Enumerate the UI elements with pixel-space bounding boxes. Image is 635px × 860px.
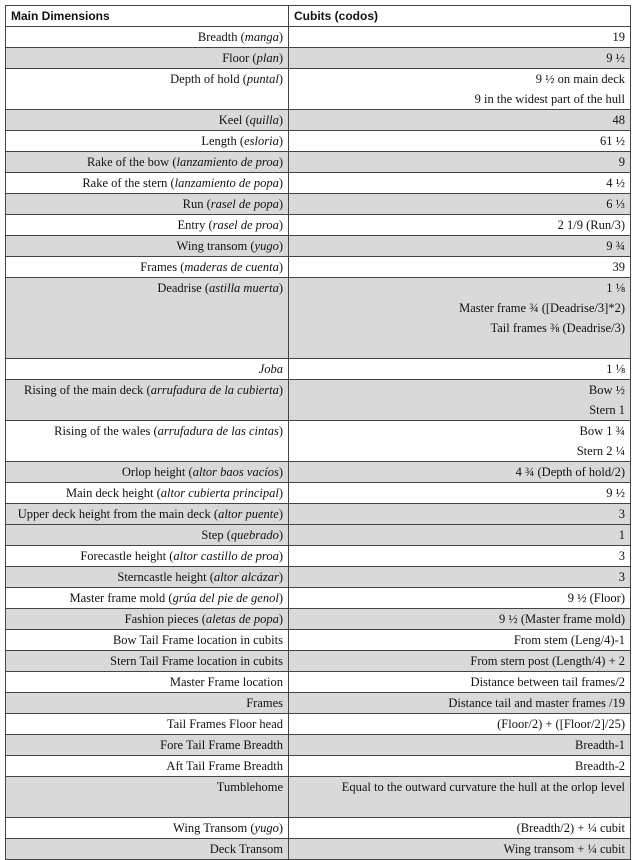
table-row	[6, 462, 631, 483]
cubit-value-cell	[289, 110, 631, 131]
cubit-value: 3	[618, 570, 625, 584]
table-row	[6, 567, 631, 588]
cubit-value: 61 ½	[600, 134, 625, 148]
spanish-term: arrufadura de las cintas	[157, 424, 279, 438]
cubit-value: 4 ½	[606, 176, 625, 190]
dimension-label: Tail Frames Floor head	[166, 717, 283, 731]
cubit-value-cell	[289, 756, 631, 777]
spanish-term: altor baos vacíos	[192, 465, 279, 479]
dimension-name-cell: Entry (rasel de proa)	[6, 215, 289, 236]
dimension-name-cell	[6, 735, 289, 756]
table-row	[6, 131, 631, 152]
cubit-value: Tail frames ⅜ (Deadrise/3)	[490, 321, 625, 335]
dimension-name-cell: Orlop height (altor baos vacíos)	[6, 462, 289, 483]
spanish-term: Joba	[258, 362, 283, 376]
cubit-value: 48	[612, 113, 625, 127]
cubit-value: (Floor/2) + ([Floor/2]/25)	[497, 717, 625, 731]
dimension-label: Deadrise	[157, 281, 202, 295]
table-row	[6, 714, 631, 735]
cubit-value-cell	[289, 818, 631, 839]
spanish-term: altor puente	[218, 507, 279, 521]
cubit-value: Bow 1 ¾	[579, 424, 625, 438]
table-row	[6, 236, 631, 257]
spanish-term: arrufadura de la cubierta	[150, 383, 279, 397]
dimension-name-cell: Run (rasel de popa)	[6, 194, 289, 215]
cubit-value-cell	[289, 588, 631, 609]
cubit-value-cell	[289, 257, 631, 278]
dimension-label: Upper deck height from the main deck	[17, 507, 211, 521]
spanish-term: aletas de popa	[205, 612, 279, 626]
cubit-value-cell	[289, 839, 631, 860]
cubit-value: Equal to the outward curvature the hull at the orlop level	[341, 780, 625, 794]
dimension-name-cell: Keel (quilla)	[6, 110, 289, 131]
cubit-value-cell	[289, 609, 631, 630]
cubit-value: Bow ½	[588, 383, 625, 397]
cubit-value-cell	[289, 672, 631, 693]
cubit-value-cell	[289, 525, 631, 546]
dimension-label: Wing transom	[176, 239, 248, 253]
cubit-value: Distance tail and master frames /19	[448, 696, 625, 710]
cubit-value-cell	[289, 48, 631, 69]
cubit-value-cell	[289, 194, 631, 215]
dimension-label: Run	[182, 197, 204, 211]
table-row	[6, 630, 631, 651]
dimension-label: Bow Tail Frame location in cubits	[112, 633, 283, 647]
table-row	[6, 110, 631, 131]
cubit-value: 3	[618, 549, 625, 563]
table-row	[6, 152, 631, 173]
dimension-name-cell: Fashion pieces (aletas de popa)	[6, 609, 289, 630]
cubit-value: 9 ½ (Master frame mold)	[498, 612, 625, 626]
cubit-value-cell	[289, 215, 631, 236]
table-row	[6, 672, 631, 693]
dimension-name-cell: Main deck height (altor cubierta principal)	[6, 483, 289, 504]
cubit-value: 19	[612, 30, 625, 44]
dimension-name-cell: Breadth (manga)	[6, 27, 289, 48]
table-row	[6, 69, 631, 110]
dimension-label: Floor	[222, 51, 250, 65]
dimension-name-cell: Depth of hold (puntal)	[6, 69, 289, 110]
spanish-term: puntal	[246, 72, 279, 86]
dimension-name-cell: Sterncastle height (altor alcázar)	[6, 567, 289, 588]
dimension-name-cell	[6, 651, 289, 672]
cell-spacer	[294, 338, 625, 358]
dimension-name-cell: Upper deck height from the main deck (altor puente)	[6, 504, 289, 525]
cubit-value-cell	[289, 152, 631, 173]
cubit-value: Stern 1	[589, 403, 625, 417]
dimension-label: Length	[201, 134, 237, 148]
spanish-term: esloria	[244, 134, 279, 148]
cubit-value: 9 in the widest part of the hull	[474, 92, 625, 106]
dimension-name-cell	[6, 672, 289, 693]
cubit-value-cell	[289, 714, 631, 735]
table-row	[6, 735, 631, 756]
cubit-value-cell	[289, 651, 631, 672]
dimension-label: Forecastle height	[80, 549, 167, 563]
cubit-value-cell	[289, 421, 631, 462]
table-row	[6, 777, 631, 818]
dimension-name-cell	[6, 693, 289, 714]
spanish-term: quebrado	[230, 528, 279, 542]
cubit-value: 3	[618, 507, 625, 521]
cubit-value: 1	[618, 528, 625, 542]
cubit-value-cell	[289, 359, 631, 380]
dimension-name-cell: Rising of the main deck (arrufadura de la cubierta)	[6, 380, 289, 421]
table-header-row	[6, 6, 631, 27]
spanish-term: rasel de proa	[212, 218, 279, 232]
dimension-name-cell	[6, 756, 289, 777]
cubit-value: 9 ½	[606, 486, 625, 500]
spanish-term: yugo	[254, 239, 279, 253]
spanish-term: altor alcázar	[213, 570, 279, 584]
cubit-value: Wing transom + ¼ cubit	[503, 842, 625, 856]
cubit-value: Distance between tail frames/2	[470, 675, 625, 689]
cubit-value: 9 ½	[606, 51, 625, 65]
spanish-term: yugo	[254, 821, 279, 835]
table-row	[6, 359, 631, 380]
cubit-value: 9 ¾	[606, 239, 625, 253]
dimension-label: Sterncastle height	[117, 570, 207, 584]
cubit-value: Master frame ¾ ([Deadrise/3]*2)	[459, 301, 625, 315]
dimension-name-cell: Deadrise (astilla muerta)	[6, 278, 289, 359]
dimension-label: Rising of the main deck	[23, 383, 144, 397]
dimension-name-cell: Frames (maderas de cuenta)	[6, 257, 289, 278]
dimension-label: Main deck height	[65, 486, 154, 500]
table-row	[6, 609, 631, 630]
dimension-name-cell	[6, 359, 289, 380]
table-row	[6, 215, 631, 236]
table-row	[6, 651, 631, 672]
spanish-term: lanzamiento de proa	[176, 155, 279, 169]
spanish-term: manga	[244, 30, 279, 44]
cubit-value: From stem (Leng/4)-1	[513, 633, 625, 647]
dimension-label: Tumblehome	[216, 780, 283, 794]
cubit-value-cell	[289, 693, 631, 714]
dimension-label: Keel	[218, 113, 243, 127]
cubit-value: Breadth-2	[575, 759, 625, 773]
cubit-value-cell	[289, 278, 631, 359]
dimension-name-cell	[6, 777, 289, 818]
table-row	[6, 278, 631, 359]
table-row	[6, 380, 631, 421]
cubit-value-cell	[289, 567, 631, 588]
dimension-label: Entry	[177, 218, 206, 232]
spanish-term: astilla muerta	[209, 281, 279, 295]
spanish-term: plan	[256, 51, 279, 65]
cubit-value-cell	[289, 546, 631, 567]
dimension-name-cell: Floor (plan)	[6, 48, 289, 69]
cubit-value: 9 ½ on main deck	[535, 72, 625, 86]
dimension-name-cell: Length (esloria)	[6, 131, 289, 152]
cubit-value: Stern 2 ¼	[576, 444, 625, 458]
table-row	[6, 588, 631, 609]
table-row	[6, 504, 631, 525]
dimension-name-cell: Rake of the bow (lanzamiento de proa)	[6, 152, 289, 173]
spanish-term: rasel de popa	[210, 197, 279, 211]
cubit-value-cell	[289, 462, 631, 483]
table-row	[6, 818, 631, 839]
dimension-label: Aft Tail Frame Breadth	[166, 759, 283, 773]
dimension-name-cell: Step (quebrado)	[6, 525, 289, 546]
column-header-cubits: Cubits (codos)	[289, 6, 631, 27]
dimension-label: Breadth	[197, 30, 238, 44]
spanish-term: grúa del pie de genol	[172, 591, 279, 605]
dimension-label: Frames	[246, 696, 283, 710]
cubit-value-cell	[289, 630, 631, 651]
dimension-label: Rising of the wales	[54, 424, 151, 438]
cubit-value: 39	[612, 260, 625, 274]
cubit-value: 1 ⅛	[606, 281, 625, 295]
dimension-label: Master frame mold	[69, 591, 166, 605]
dimension-label: Stern Tail Frame location in cubits	[110, 654, 283, 668]
table-row	[6, 839, 631, 860]
dimension-name-cell: Rising of the wales (arrufadura de las cintas)	[6, 421, 289, 462]
spanish-term: quilla	[249, 113, 279, 127]
dimension-label: Rake of the stern	[82, 176, 168, 190]
table-row	[6, 257, 631, 278]
dimension-label: Fashion pieces	[124, 612, 199, 626]
dimension-label: Depth of hold	[170, 72, 240, 86]
cubit-value: 6 ⅓	[606, 197, 625, 211]
cubit-value: 1 ⅛	[606, 362, 625, 376]
dimension-label: Step	[201, 528, 224, 542]
table-row	[6, 421, 631, 462]
dimension-label: Frames	[140, 260, 178, 274]
dimension-name-cell: Master frame mold (grúa del pie de genol)	[6, 588, 289, 609]
dimension-name-cell: Forecastle height (altor castillo de proa)	[6, 546, 289, 567]
table-row	[6, 546, 631, 567]
cubit-value: 2 1/9 (Run/3)	[557, 218, 625, 232]
spanish-term: altor cubierta principal	[160, 486, 279, 500]
cubit-value-cell	[289, 483, 631, 504]
table-row	[6, 173, 631, 194]
table-row	[6, 525, 631, 546]
table-row	[6, 483, 631, 504]
cubit-value: From stern post (Length/4) + 2	[470, 654, 625, 668]
cubit-value: 4 ¾ (Depth of hold/2)	[515, 465, 625, 479]
dimension-label: Deck Transom	[209, 842, 283, 856]
spanish-term: lanzamiento de popa	[174, 176, 279, 190]
cubit-value: 9 ½ (Floor)	[567, 591, 625, 605]
cubit-value-cell	[289, 504, 631, 525]
cubit-value-cell	[289, 131, 631, 152]
column-header-dimension: Main Dimensions	[6, 6, 289, 27]
dimension-label: Master Frame location	[169, 675, 283, 689]
cubit-value-cell	[289, 380, 631, 421]
dimension-label: Wing Transom	[173, 821, 248, 835]
cubit-value-cell	[289, 236, 631, 257]
table-row	[6, 48, 631, 69]
cubit-value: Breadth-1	[575, 738, 625, 752]
main-dimensions-table	[5, 5, 631, 860]
table-row	[6, 194, 631, 215]
table-container	[5, 5, 630, 856]
cubit-value-cell	[289, 69, 631, 110]
dimension-name-cell	[6, 714, 289, 735]
dimension-name-cell: Rake of the stern (lanzamiento de popa)	[6, 173, 289, 194]
cubit-value: (Breadth/2) + ¼ cubit	[516, 821, 625, 835]
cubit-value-cell	[289, 27, 631, 48]
table-row	[6, 27, 631, 48]
dimension-label: Orlop height	[121, 465, 186, 479]
spanish-term: maderas de cuenta	[184, 260, 279, 274]
table-body	[6, 27, 631, 860]
cubit-value-cell	[289, 173, 631, 194]
cubit-value-cell	[289, 735, 631, 756]
dimension-label: Rake of the bow	[86, 155, 170, 169]
dimension-name-cell	[6, 630, 289, 651]
table-row	[6, 693, 631, 714]
dimension-label: Fore Tail Frame Breadth	[160, 738, 283, 752]
spanish-term: altor castillo de proa	[173, 549, 279, 563]
dimension-name-cell: Wing Transom (yugo)	[6, 818, 289, 839]
dimension-name-cell	[6, 839, 289, 860]
cubit-value: 9	[618, 155, 625, 169]
cubit-value-cell	[289, 777, 631, 818]
dimension-name-cell: Wing transom (yugo)	[6, 236, 289, 257]
table-row	[6, 756, 631, 777]
cell-spacer	[294, 797, 625, 817]
